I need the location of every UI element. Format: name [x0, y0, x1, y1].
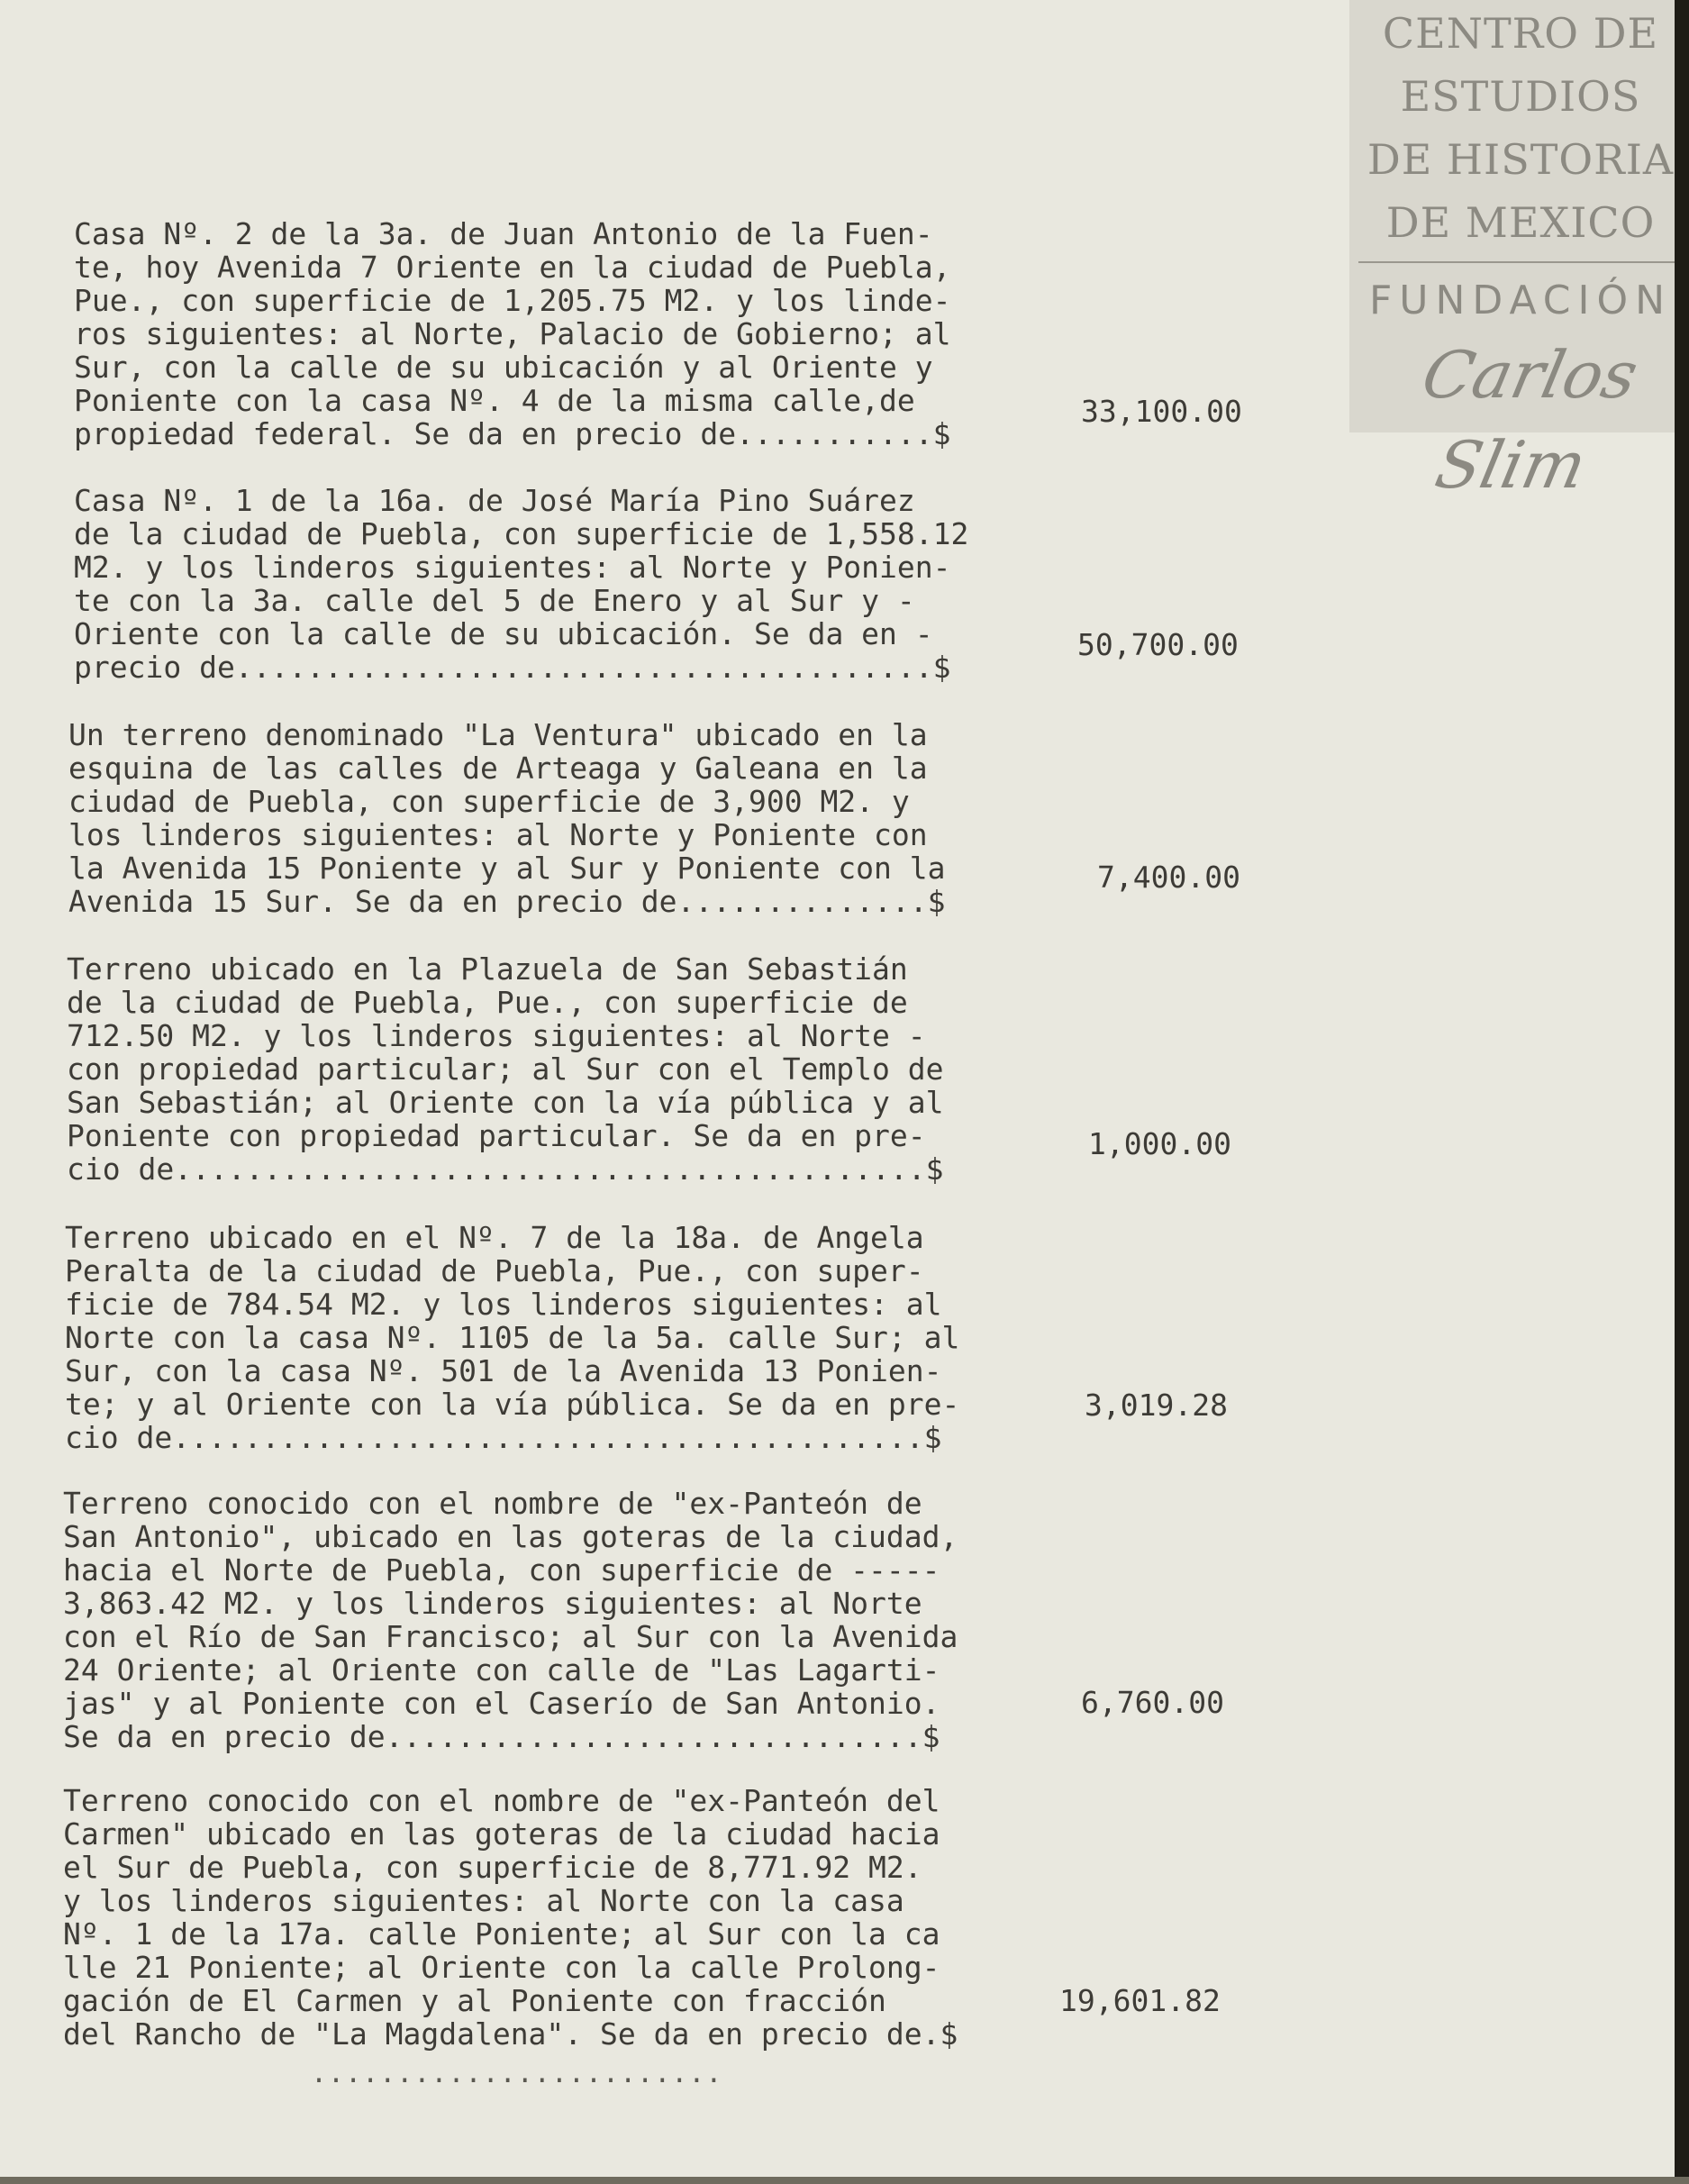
entry-line: cio de..........................................$ [65, 1420, 942, 1455]
watermark-line: CENTRO DE [1382, 9, 1659, 58]
watermark-signature: Carlos Slim [1415, 337, 1645, 503]
entry-line: Avenida 15 Sur. Se da en precio de..............$ [68, 884, 946, 919]
scan-edge-bottom [0, 2177, 1689, 2184]
entry-line: Terreno ubicado en el Nº. 7 de la 18a. de Angela [65, 1220, 924, 1255]
entry-line: jas" y al Poniente con el Caserío de San Antonio. [63, 1686, 940, 1721]
entry-line: te con la 3a. calle del 5 de Enero y al Sur y - [74, 583, 915, 618]
closing-dotted-rule: ........................ [311, 2058, 723, 2089]
entry-line: Terreno conocido con el nombre de "ex-Panteón del [63, 1783, 940, 1818]
entry-line: 24 Oriente; al Oriente con calle de "Las Lagarti- [63, 1652, 940, 1688]
entry-line: con el Río de San Francisco; al Sur con la Avenida [63, 1619, 958, 1654]
entry-line: hacia el Norte de Puebla, con superficie de ----- [63, 1552, 940, 1588]
entry-line: te; y al Oriente con la vía pública. Se da en pre- [65, 1387, 960, 1422]
entry-line: San Antonio", ubicado en las goteras de la ciudad, [63, 1519, 958, 1554]
entry-line: Peralta de la ciudad de Puebla, Pue., con super- [65, 1253, 924, 1288]
entry-price: 19,601.82 [1059, 1983, 1221, 2018]
entry-line: Terreno conocido con el nombre de "ex-Panteón de [63, 1486, 922, 1521]
entry-text [74, 450, 968, 684]
entry-line: propiedad federal. Se da en precio de...........$ [74, 416, 951, 451]
entry-line: Casa Nº. 1 de la 16a. de José María Pino Suárez [74, 483, 915, 518]
property-entry [63, 1453, 958, 1753]
entry-line: y los linderos siguientes: al Norte con la casa [63, 1883, 904, 1918]
entry-line: ros siguientes: al Norte, Palacio de Gobierno; al [74, 316, 951, 351]
property-entry [63, 1751, 958, 2051]
entry-line: lle 21 Poniente; al Oriente con la calle Prolong- [63, 1950, 940, 1985]
scan-edge-right [1675, 0, 1689, 2184]
entry-line: con propiedad particular; al Sur con el Templo de [67, 1051, 944, 1087]
entry-line: el Sur de Puebla, con superficie de 8,771.92 M2. [63, 1850, 922, 1885]
entry-line: Poniente con la casa Nº. 4 de la misma calle,de [74, 383, 915, 418]
entry-line: M2. y los linderos siguientes: al Norte y Ponien- [74, 550, 951, 585]
watermark-foundation: FUNDACIÓN [1368, 278, 1673, 323]
entry-price: 33,100.00 [1081, 394, 1242, 429]
watermark-line: DE MEXICO [1385, 198, 1656, 247]
entry-line: 3,863.42 M2. y los linderos siguientes: al Norte [63, 1586, 922, 1621]
entry-line: Oriente con la calle de su ubicación. Se da en - [74, 616, 933, 651]
entry-line: Casa Nº. 2 de la 3a. de Juan Antonio de la Fuen- [74, 216, 933, 251]
entry-price: 1,000.00 [1088, 1126, 1231, 1161]
entry-line: Nº. 1 de la 17a. calle Poniente; al Sur con la ca [63, 1916, 940, 1952]
entry-line: San Sebastián; al Oriente con la vía pública y al [67, 1085, 944, 1120]
entry-line: la Avenida 15 Poniente y al Sur y Poniente con la [68, 851, 946, 886]
entry-line: cio de..........................................$ [67, 1151, 944, 1187]
entry-line: 712.50 M2. y los linderos siguientes: al Norte - [67, 1018, 926, 1053]
entry-line: Se da en precio de..............................$ [63, 1719, 940, 1754]
watermark-stamp [1349, 0, 1689, 503]
entry-line: Un terreno denominado "La Ventura" ubicado en la [68, 717, 928, 752]
entry-price: 50,700.00 [1077, 627, 1239, 662]
watermark-line: DE HISTORIA [1367, 135, 1675, 184]
entry-line: gación de El Carmen y al Poniente con fracción [63, 1983, 886, 2018]
entry-price: 3,019.28 [1085, 1388, 1228, 1423]
property-entry [65, 1188, 959, 1454]
property-entry [68, 685, 946, 918]
entry-line: Carmen" ubicado en las goteras de la ciudad hacia [63, 1816, 940, 1852]
entry-price: 6,760.00 [1081, 1685, 1224, 1720]
watermark-line: ESTUDIOS [1400, 72, 1641, 121]
entry-line: Sur, con la casa Nº. 501 de la Avenida 13 Ponien- [65, 1353, 942, 1388]
entry-line: del Rancho de "La Magdalena". Se da en precio de.$ [63, 2016, 958, 2052]
entry-price: 7,400.00 [1097, 860, 1240, 895]
entry-text [63, 1751, 958, 2051]
entry-text [63, 1453, 958, 1753]
property-entry [74, 450, 968, 684]
entry-line: precio de.......................................$ [74, 650, 951, 685]
entry-line: Poniente con propiedad particular. Se da en pre- [67, 1118, 926, 1153]
entry-line: los linderos siguientes: al Norte y Poniente con [68, 817, 928, 852]
entry-line: te, hoy Avenida 7 Oriente en la ciudad de Puebla, [74, 250, 951, 285]
entry-line: ciudad de Puebla, con superficie de 3,900 M2. y [68, 784, 910, 819]
entry-line: ficie de 784.54 M2. y los linderos siguientes: al [65, 1287, 942, 1322]
property-entry [67, 919, 944, 1186]
entry-line: Norte con la casa Nº. 1105 de la 5a. calle Sur; al [65, 1320, 960, 1355]
entry-line: Pue., con superficie de 1,205.75 M2. y los linde- [74, 283, 951, 318]
entry-line: Terreno ubicado en la Plazuela de San Sebastián [67, 951, 908, 987]
entry-text [68, 685, 946, 918]
watermark-divider [1358, 261, 1683, 263]
entry-text [74, 184, 951, 450]
entry-line: esquina de las calles de Arteaga y Galeana en la [68, 751, 928, 786]
entry-text [65, 1188, 959, 1454]
entry-line: de la ciudad de Puebla, con superficie de 1,558.12 [74, 516, 969, 551]
entry-line: de la ciudad de Puebla, Pue., con superficie de [67, 985, 908, 1020]
property-entry [74, 184, 951, 450]
entry-text [67, 919, 944, 1186]
entry-line: Sur, con la calle de su ubicación y al Oriente y [74, 350, 933, 385]
